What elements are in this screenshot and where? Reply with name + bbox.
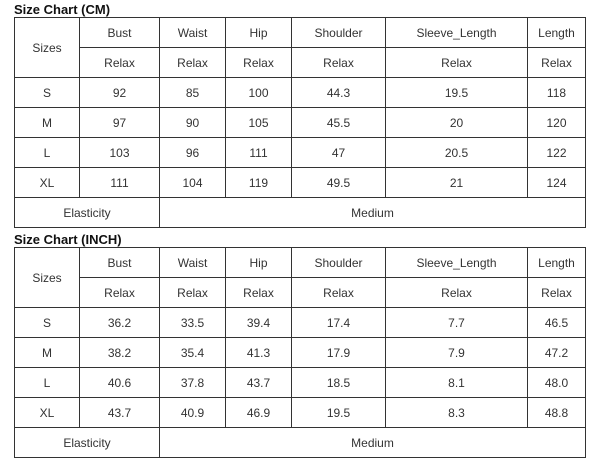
- elasticity-label: Elasticity: [15, 428, 160, 458]
- table-cell: 36.2: [80, 308, 160, 338]
- table-cell: 44.3: [292, 78, 386, 108]
- column-header-length: Length: [528, 248, 586, 278]
- table-cell: 40.9: [160, 398, 226, 428]
- table-cell: 120: [528, 108, 586, 138]
- fit-label: Relax: [386, 278, 528, 308]
- table-cell: 43.7: [80, 398, 160, 428]
- table-cell: 111: [226, 138, 292, 168]
- fit-label: Relax: [292, 48, 386, 78]
- column-header-length: Length: [528, 18, 586, 48]
- table-cell: 43.7: [226, 368, 292, 398]
- chart-title: Size Chart (CM): [14, 2, 111, 17]
- size-chart-inch: [14, 232, 585, 458]
- column-header-shoulder: Shoulder: [292, 18, 386, 48]
- subheader-row: [15, 48, 586, 78]
- size-label: M: [15, 338, 80, 368]
- table-cell: 90: [160, 108, 226, 138]
- table-cell: 48.0: [528, 368, 586, 398]
- fit-label: Relax: [160, 278, 226, 308]
- table-cell: 111: [80, 168, 160, 198]
- fit-label: Relax: [80, 48, 160, 78]
- fit-label: Relax: [160, 48, 226, 78]
- elasticity-value: Medium: [160, 198, 586, 228]
- size-label: S: [15, 78, 80, 108]
- table-cell: 124: [528, 168, 586, 198]
- table-cell: 8.1: [386, 368, 528, 398]
- sizes-header: Sizes: [15, 248, 80, 308]
- column-header-sleeve-length: Sleeve_Length: [386, 18, 528, 48]
- fit-label: Relax: [528, 48, 586, 78]
- table-cell: 38.2: [80, 338, 160, 368]
- table-cell: 122: [528, 138, 586, 168]
- table-cell: 19.5: [386, 78, 528, 108]
- table-cell: 97: [80, 108, 160, 138]
- elasticity-value: Medium: [160, 428, 586, 458]
- table-cell: 119: [226, 168, 292, 198]
- table-cell: 37.8: [160, 368, 226, 398]
- table-cell: 96: [160, 138, 226, 168]
- chart-title: Size Chart (INCH): [14, 232, 122, 247]
- header-row: [15, 248, 586, 278]
- table-cell: 41.3: [226, 338, 292, 368]
- column-header-waist: Waist: [160, 248, 226, 278]
- size-label: L: [15, 368, 80, 398]
- table-cell: 48.8: [528, 398, 586, 428]
- size-label: XL: [15, 398, 80, 428]
- table-row: [15, 108, 586, 138]
- table-row: [15, 338, 586, 368]
- elasticity-row: [15, 428, 586, 458]
- table-cell: 105: [226, 108, 292, 138]
- column-header-waist: Waist: [160, 18, 226, 48]
- table-cell: 19.5: [292, 398, 386, 428]
- table-cell: 104: [160, 168, 226, 198]
- header-row: [15, 18, 586, 48]
- table-cell: 20.5: [386, 138, 528, 168]
- size-table: [14, 17, 586, 228]
- size-chart-cm: [14, 2, 585, 228]
- table-cell: 49.5: [292, 168, 386, 198]
- table-cell: 47: [292, 138, 386, 168]
- table-cell: 17.9: [292, 338, 386, 368]
- column-header-hip: Hip: [226, 18, 292, 48]
- table-cell: 45.5: [292, 108, 386, 138]
- fit-label: Relax: [292, 278, 386, 308]
- elasticity-label: Elasticity: [15, 198, 160, 228]
- fit-label: Relax: [226, 48, 292, 78]
- table-cell: 20: [386, 108, 528, 138]
- table-cell: 33.5: [160, 308, 226, 338]
- table-cell: 35.4: [160, 338, 226, 368]
- size-label: S: [15, 308, 80, 338]
- table-cell: 18.5: [292, 368, 386, 398]
- size-label: XL: [15, 168, 80, 198]
- fit-label: Relax: [226, 278, 292, 308]
- table-cell: 103: [80, 138, 160, 168]
- subheader-row: [15, 278, 586, 308]
- table-cell: 85: [160, 78, 226, 108]
- size-table: [14, 247, 586, 458]
- table-cell: 17.4: [292, 308, 386, 338]
- size-label: L: [15, 138, 80, 168]
- fit-label: Relax: [80, 278, 160, 308]
- table-cell: 8.3: [386, 398, 528, 428]
- fit-label: Relax: [528, 278, 586, 308]
- table-row: [15, 368, 586, 398]
- table-cell: 7.7: [386, 308, 528, 338]
- table-cell: 100: [226, 78, 292, 108]
- table-cell: 92: [80, 78, 160, 108]
- table-cell: 47.2: [528, 338, 586, 368]
- table-cell: 39.4: [226, 308, 292, 338]
- sizes-header: Sizes: [15, 18, 80, 78]
- column-header-bust: Bust: [80, 248, 160, 278]
- table-row: [15, 398, 586, 428]
- fit-label: Relax: [386, 48, 528, 78]
- table-row: [15, 78, 586, 108]
- size-label: M: [15, 108, 80, 138]
- table-cell: 46.9: [226, 398, 292, 428]
- column-header-shoulder: Shoulder: [292, 248, 386, 278]
- table-cell: 40.6: [80, 368, 160, 398]
- column-header-bust: Bust: [80, 18, 160, 48]
- elasticity-row: [15, 198, 586, 228]
- table-cell: 7.9: [386, 338, 528, 368]
- table-row: [15, 138, 586, 168]
- column-header-hip: Hip: [226, 248, 292, 278]
- table-cell: 46.5: [528, 308, 586, 338]
- table-cell: 118: [528, 78, 586, 108]
- table-cell: 21: [386, 168, 528, 198]
- table-row: [15, 308, 586, 338]
- table-row: [15, 168, 586, 198]
- column-header-sleeve-length: Sleeve_Length: [386, 248, 528, 278]
